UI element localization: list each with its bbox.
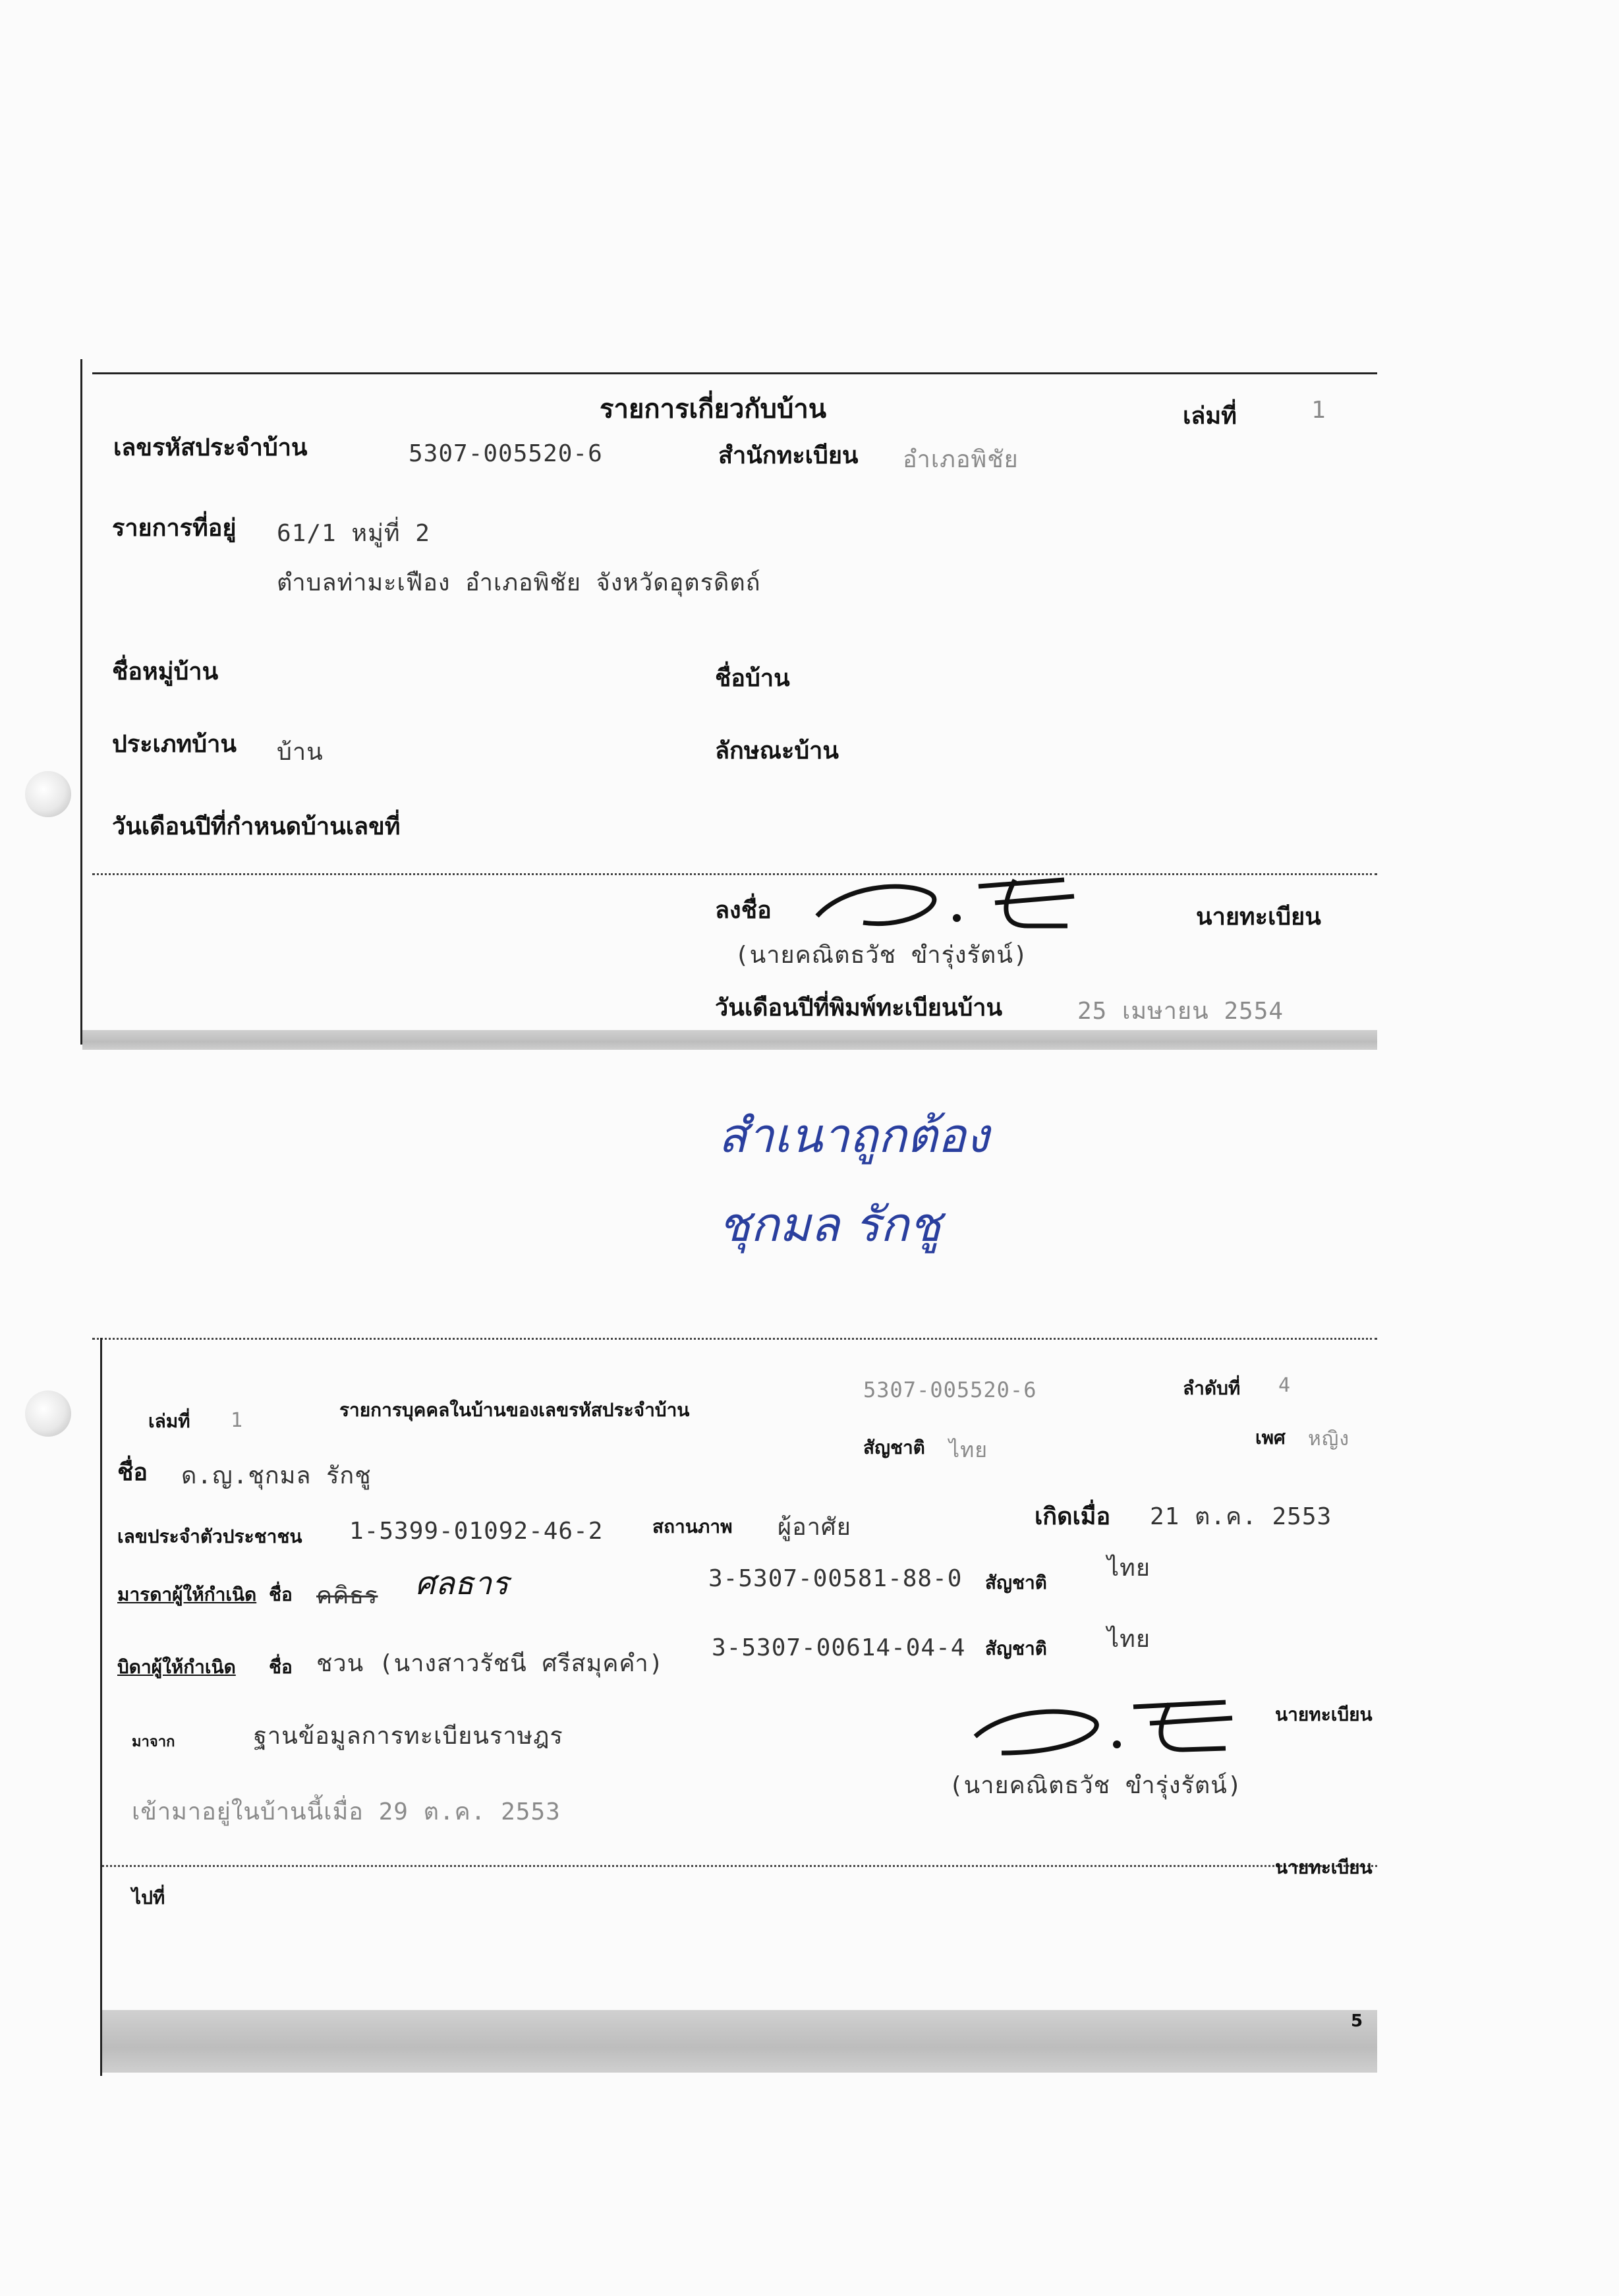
father-nationality-value: ไทย xyxy=(1107,1626,1150,1653)
address-line1: 61/1 หมู่ที่ 2 xyxy=(277,520,430,547)
person-nationality-label: สัญชาติ xyxy=(863,1437,925,1458)
punch-hole-top xyxy=(25,771,71,817)
person-record-left-border xyxy=(100,1338,102,2076)
person-name-label: ชื่อ xyxy=(117,1459,148,1486)
house-record-bottom-shade xyxy=(82,1030,1377,1050)
id-label: เลขประจำตัวประชาชน xyxy=(117,1526,302,1547)
certification-line1: สำเนาถูกต้อง xyxy=(718,1108,989,1163)
house-type-value: บ้าน xyxy=(277,739,324,766)
person-record-bottom-shade xyxy=(102,2010,1377,2073)
father-id: 3-5307-00614-04-4 xyxy=(712,1634,966,1661)
registrar-title-1: นายทะเบียน xyxy=(1196,904,1321,931)
page-number: 5 xyxy=(1351,2011,1363,2031)
birth-value: 21 ต.ค. 2553 xyxy=(1150,1503,1332,1530)
person-book-value: 1 xyxy=(231,1409,244,1432)
to-label: ไปที่ xyxy=(132,1887,165,1909)
house-code-label: เลขรหัสประจำบ้าน xyxy=(113,434,308,461)
from-label: มาจาก xyxy=(132,1734,175,1750)
from-value: ฐานข้อมูลการทะเบียนราษฎร xyxy=(254,1723,563,1750)
mother-label: มารดาผู้ให้กำเนิด xyxy=(117,1584,257,1605)
address-label: รายการที่อยู่ xyxy=(112,515,237,542)
person-book-label: เล่มที่ xyxy=(148,1410,190,1432)
house-record-left-border xyxy=(80,359,82,1045)
person-name-value: ด.ญ.ชุกมล รักชู xyxy=(181,1462,372,1489)
house-code-value: 5307-005520-6 xyxy=(409,440,603,467)
registrar-name-2: (นายคณิตธวัช ขำรุ่งรัตน์) xyxy=(949,1772,1243,1799)
village-name-label: ชื่อหมู่บ้าน xyxy=(112,658,219,685)
status-value: ผู้อาศัย xyxy=(778,1514,851,1541)
father-label: บิดาผู้ให้กำเนิด xyxy=(117,1656,236,1678)
house-name-label: ชื่อบ้าน xyxy=(715,665,790,692)
person-record-title: รายการบุคคลในบ้านของเลขรหัสประจำบ้าน xyxy=(339,1399,690,1421)
house-type-label: ประเภทบ้าน xyxy=(112,731,237,758)
address-line2: ตำบลท่ามะเฟือง อำเภอพิชัย จังหวัดอุตรดิตถ์ xyxy=(277,569,761,596)
punch-hole-bottom xyxy=(25,1391,71,1437)
person-record-top-border xyxy=(92,1338,1377,1340)
father-name: ชวน (นางสาวรัชนี ศรีสมุคคำ) xyxy=(316,1650,664,1677)
birth-label: เกิดเมื่อ xyxy=(1035,1503,1111,1530)
father-nationality-label: สัญชาติ xyxy=(985,1638,1047,1659)
mother-name-correction: ศลธาร xyxy=(415,1565,509,1602)
book-value: 1 xyxy=(1311,397,1326,424)
mother-nationality-label: สัญชาติ xyxy=(985,1572,1047,1593)
sex-value: หญิง xyxy=(1308,1427,1349,1450)
order-value: 4 xyxy=(1278,1374,1292,1397)
assigned-date-label: วันเดือนปีที่กำหนดบ้านเลขที่ xyxy=(112,813,401,840)
person-house-code: 5307-005520-6 xyxy=(863,1377,1037,1402)
mother-name-struck: คคิธร xyxy=(316,1582,378,1609)
id-value: 1-5399-01092-46-2 xyxy=(349,1518,604,1545)
print-date-value: 25 เมษายน 2554 xyxy=(1077,998,1284,1025)
mother-name-label: ชื่อ xyxy=(269,1584,293,1605)
father-name-label: ชื่อ xyxy=(269,1656,293,1678)
mother-nationality-value: ไทย xyxy=(1107,1555,1150,1582)
registrar-signature-2 xyxy=(949,1690,1239,1763)
house-character-label: ลักษณะบ้าน xyxy=(715,737,839,764)
registrar-name-1: (นายคณิตธวัช ขำรุ่งรัตน์) xyxy=(735,942,1029,969)
registrar-signature-1 xyxy=(804,867,1087,939)
book-label: เล่มที่ xyxy=(1183,403,1237,430)
registry-office-label: สำนักทะเบียน xyxy=(718,442,859,469)
certification-line2: ชุกมล รักชู xyxy=(718,1197,942,1252)
registry-office-value: อำเภอพิชัย xyxy=(903,446,1019,473)
house-record-top-border xyxy=(92,372,1377,374)
person-nationality-value: ไทย xyxy=(949,1437,988,1462)
person-record-divider xyxy=(102,1865,1377,1867)
sign-label: ลงชื่อ xyxy=(715,897,772,924)
registrar-title-2: นายทะเบียน xyxy=(1275,1704,1373,1725)
house-record-title: รายการเกี่ยวกับบ้าน xyxy=(600,394,827,424)
order-label: ลำดับที่ xyxy=(1183,1377,1241,1399)
moved-in-value: เข้ามาอยู่ในบ้านนี้เมื่อ 29 ต.ค. 2553 xyxy=(132,1798,561,1825)
house-record-divider xyxy=(92,873,1377,875)
sex-label: เพศ xyxy=(1255,1427,1286,1449)
mother-id: 3-5307-00581-88-0 xyxy=(708,1565,963,1592)
status-label: สถานภาพ xyxy=(652,1516,733,1537)
print-date-label: วันเดือนปีที่พิมพ์ทะเบียนบ้าน xyxy=(715,994,1003,1021)
registrar-title-3: นายทะเบียน xyxy=(1275,1856,1373,1878)
